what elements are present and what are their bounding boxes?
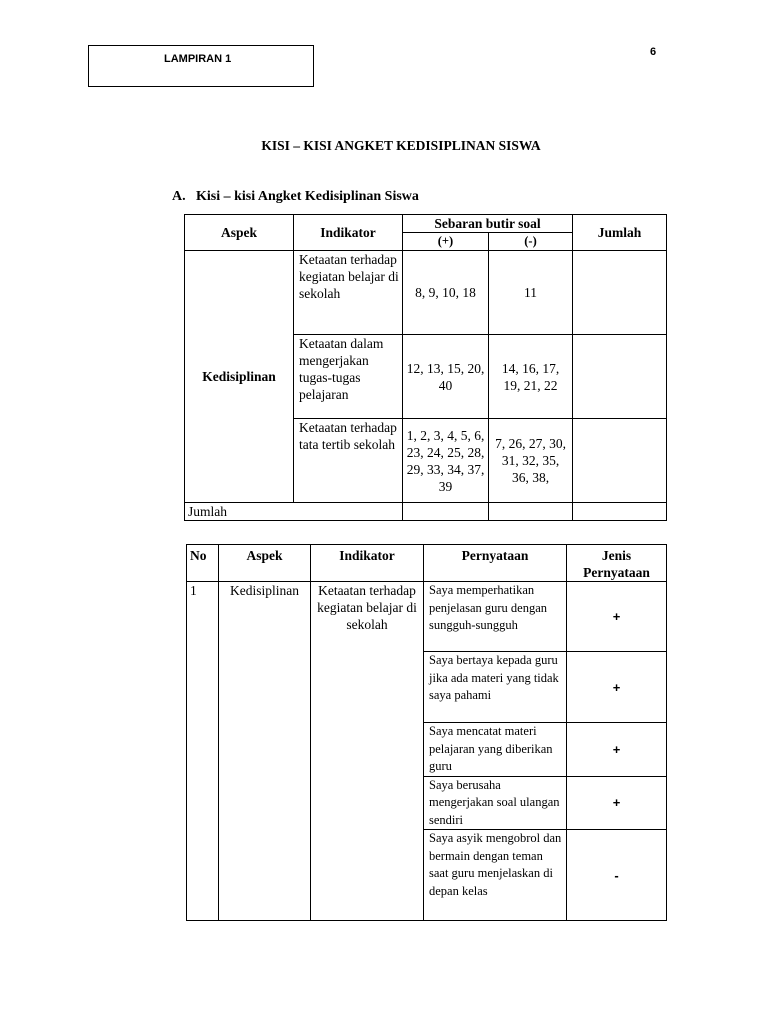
header-indikator: Indikator: [311, 545, 424, 582]
indikator-cell: Ketaatan terhadap tata tertib sekolah: [294, 419, 403, 503]
aspek-cell: Kedisiplinan: [185, 251, 294, 503]
jenis-cell: +: [567, 582, 667, 652]
footer-jumlah-cell: [573, 503, 667, 521]
document-title: KISI – KISI ANGKET KEDISIPLINAN SISWA: [261, 138, 541, 153]
table-row: [185, 251, 667, 335]
kisi-kisi-table: [184, 214, 667, 521]
minus-items-cell: 11: [489, 251, 573, 335]
lampiran-label: LAMPIRAN 1: [164, 53, 232, 65]
header-jumlah: Jumlah: [573, 215, 667, 251]
row-no: 1: [187, 582, 219, 921]
minus-items-cell: 7, 26, 27, 30, 31, 32, 35, 36, 38,: [489, 419, 573, 503]
section-heading-text: Kisi – kisi Angket Kedisiplinan Siswa: [196, 189, 419, 204]
header-indikator: Indikator: [294, 215, 403, 251]
jumlah-cell: [573, 335, 667, 419]
header-minus: (-): [489, 233, 573, 251]
jumlah-cell: [573, 419, 667, 503]
section-heading: [172, 189, 419, 205]
statement-cell: Saya asyik mengobrol dan bermain dengan teman saat guru menjelaskan di depan kelas: [424, 830, 567, 921]
minus-items-cell: 14, 16, 17, 19, 21, 22: [489, 335, 573, 419]
header-jenis: Jenis Pernyataan: [567, 545, 667, 582]
statement-cell: Saya memperhatikan penjelasan guru dengan sungguh-sungguh: [424, 582, 567, 652]
row-aspek: Kedisiplinan: [219, 582, 311, 921]
header-aspek: Aspek: [185, 215, 294, 251]
header-pernyataan: Pernyataan: [424, 545, 567, 582]
row-indikator: Ketaatan terhadap kegiatan belajar di sekolah: [311, 582, 424, 921]
section-letter: A.: [172, 189, 186, 204]
header-no: No: [187, 545, 219, 582]
plus-items-cell: 8, 9, 10, 18: [403, 251, 489, 335]
statement-cell: Saya berusaha mengerjakan soal ulangan sendiri: [424, 776, 567, 830]
indikator-cell: Ketaatan terhadap kegiatan belajar di sekolah: [294, 251, 403, 335]
lampiran-box: [88, 45, 314, 87]
table-footer-row: [185, 503, 667, 521]
footer-minus-cell: [489, 503, 573, 521]
jenis-cell: -: [567, 830, 667, 921]
statement-cell: Saya mencatat materi pelajaran yang diberikan guru: [424, 723, 567, 777]
header-plus: (+): [403, 233, 489, 251]
jenis-cell: +: [567, 723, 667, 777]
table-row: [187, 582, 667, 652]
footer-jumlah-label: Jumlah: [185, 503, 403, 521]
jenis-cell: +: [567, 776, 667, 830]
page-number: 6: [650, 46, 657, 58]
statement-table: [186, 544, 667, 921]
plus-items-cell: 12, 13, 15, 20, 40: [403, 335, 489, 419]
plus-items-cell: 1, 2, 3, 4, 5, 6, 23, 24, 25, 28, 29, 33, 34, 37, 39: [403, 419, 489, 503]
indikator-cell: Ketaatan dalam mengerjakan tugas-tugas pelajaran: [294, 335, 403, 419]
header-aspek: Aspek: [219, 545, 311, 582]
header-sebaran: Sebaran butir soal: [403, 215, 573, 233]
jenis-cell: +: [567, 652, 667, 723]
statement-cell: Saya bertaya kepada guru jika ada materi yang tidak saya pahami: [424, 652, 567, 723]
jumlah-cell: [573, 251, 667, 335]
footer-plus-cell: [403, 503, 489, 521]
